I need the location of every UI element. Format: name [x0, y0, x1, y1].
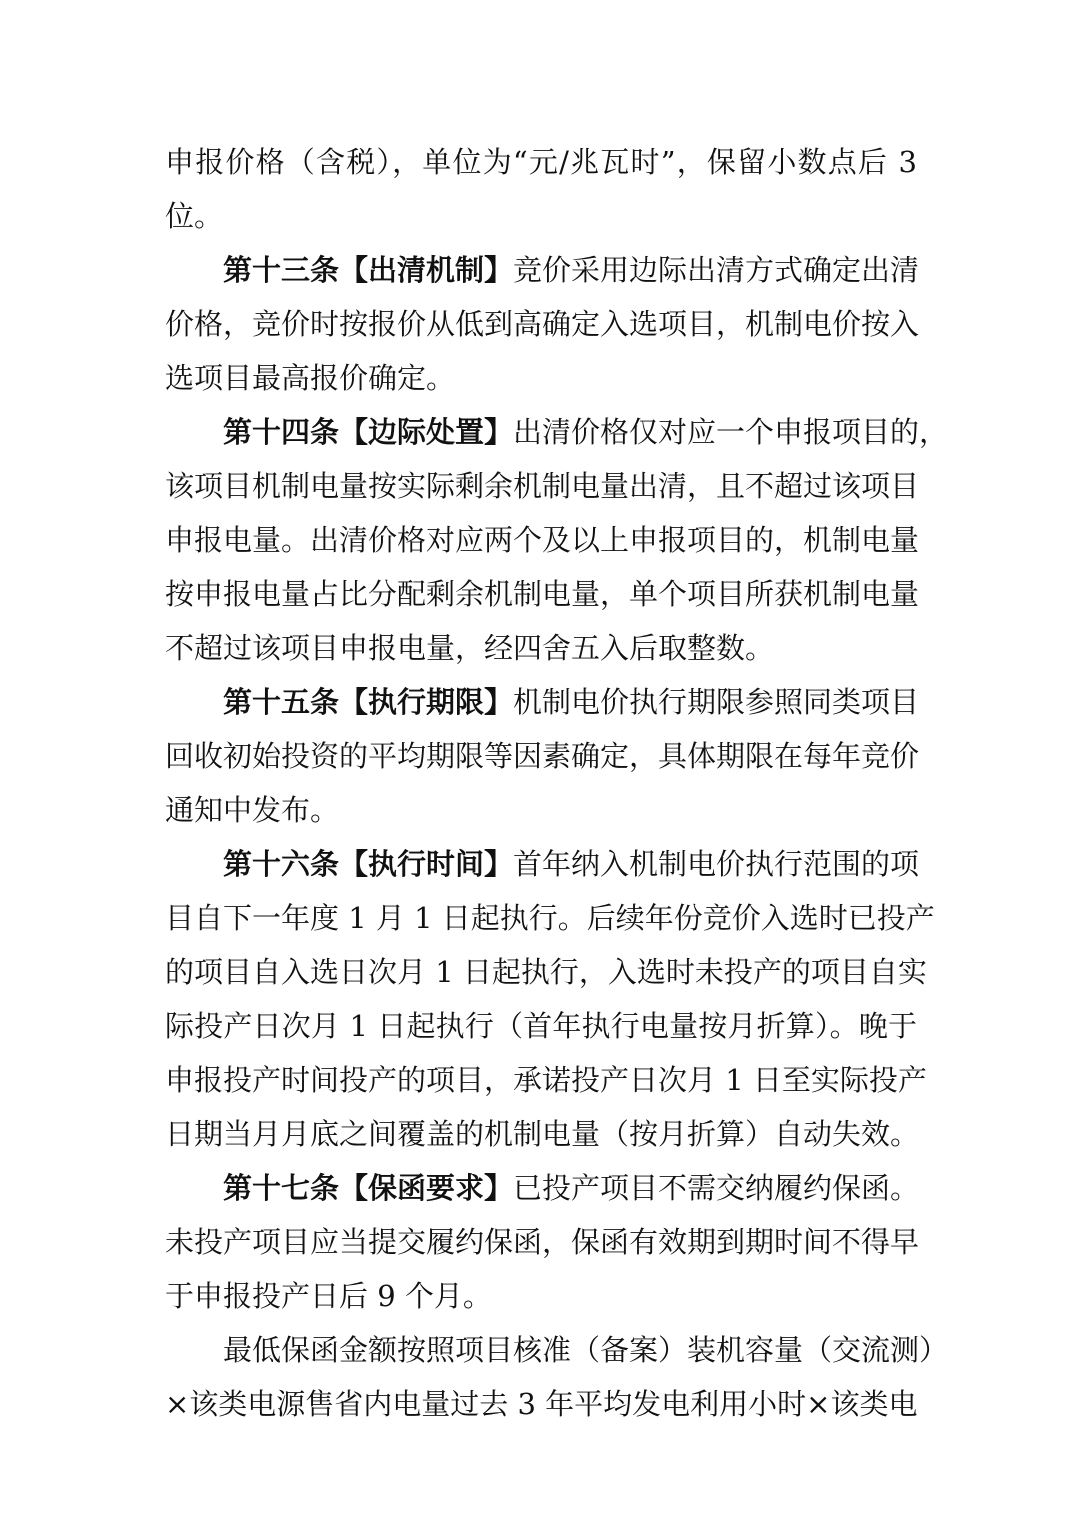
text-line	[165, 1161, 920, 1215]
article-heading: 第十三条【出清机制】	[223, 253, 514, 287]
text-line: 通知中发布。	[165, 793, 340, 827]
article-text: 出清价格仅对应一个申报项目的，	[513, 415, 949, 449]
paragraph-guarantee-amount	[165, 1323, 949, 1431]
text-line: 不超过该项目申报电量，经四舍五入后取整数。	[165, 631, 775, 665]
text-line: 按申报电量占比分配剩余机制电量，单个项目所获机制电量	[165, 577, 920, 611]
article-17	[165, 1161, 920, 1323]
article-heading: 第十七条【保函要求】	[223, 1171, 514, 1205]
text-line: 申报价格（含税），单位为“元/兆瓦时”，保留小数点后 3	[165, 145, 917, 179]
text-line	[165, 837, 920, 891]
text-line: 选项目最高报价确定。	[165, 361, 456, 395]
text-line	[165, 243, 920, 297]
text-line	[165, 405, 949, 459]
article-text: 已投产项目不需交纳履约保函。	[513, 1171, 920, 1205]
text-line: 位。	[165, 199, 224, 233]
article-text: 机制电价执行期限参照同类项目	[513, 685, 920, 719]
text-line: 未投产项目应当提交履约保函，保函有效期到期时间不得早	[165, 1225, 920, 1259]
article-text: 竞价采用边际出清方式确定出清	[513, 253, 920, 287]
text-line: ×该类电源售省内电量过去 3 年平均发电利用小时×该类电	[165, 1387, 918, 1421]
text-line: 价格，竞价时按报价从低到高确定入选项目，机制电价按入	[165, 307, 920, 341]
text-line: 该项目机制电量按实际剩余机制电量出清，且不超过该项目	[165, 469, 920, 503]
article-text: 首年纳入机制电价执行范围的项	[513, 847, 920, 881]
article-14	[165, 405, 949, 675]
text-line: 日期当月月底之间覆盖的机制电量（按月折算）自动失效。	[165, 1117, 920, 1151]
article-16	[165, 837, 935, 1161]
text-line: 于申报投产日后 9 个月。	[165, 1279, 492, 1313]
document-page	[165, 135, 949, 1431]
paragraph-price-unit	[165, 135, 917, 243]
text-line: 申报投产时间投产的项目，承诺投产日次月 1 日至实际投产	[165, 1063, 927, 1097]
article-heading: 第十六条【执行时间】	[223, 847, 514, 881]
text-line: 际投产日次月 1 日起执行（首年执行电量按月折算）。晚于	[165, 1009, 917, 1043]
article-15	[165, 675, 920, 837]
article-heading: 第十五条【执行期限】	[223, 685, 514, 719]
text-line: 目自下一年度 1 月 1 日起执行。后续年份竞价入选时已投产	[165, 901, 935, 935]
text-line: 回收初始投资的平均期限等因素确定，具体期限在每年竞价	[165, 739, 920, 773]
article-heading: 第十四条【边际处置】	[223, 415, 514, 449]
article-13	[165, 243, 920, 405]
text-line	[165, 675, 920, 729]
text-line: 最低保函金额按照项目核准（备案）装机容量（交流测）	[223, 1333, 949, 1367]
text-line: 的项目自入选日次月 1 日起执行，入选时未投产的项目自实	[165, 955, 927, 989]
text-line: 申报电量。出清价格对应两个及以上申报项目的，机制电量	[165, 523, 920, 557]
